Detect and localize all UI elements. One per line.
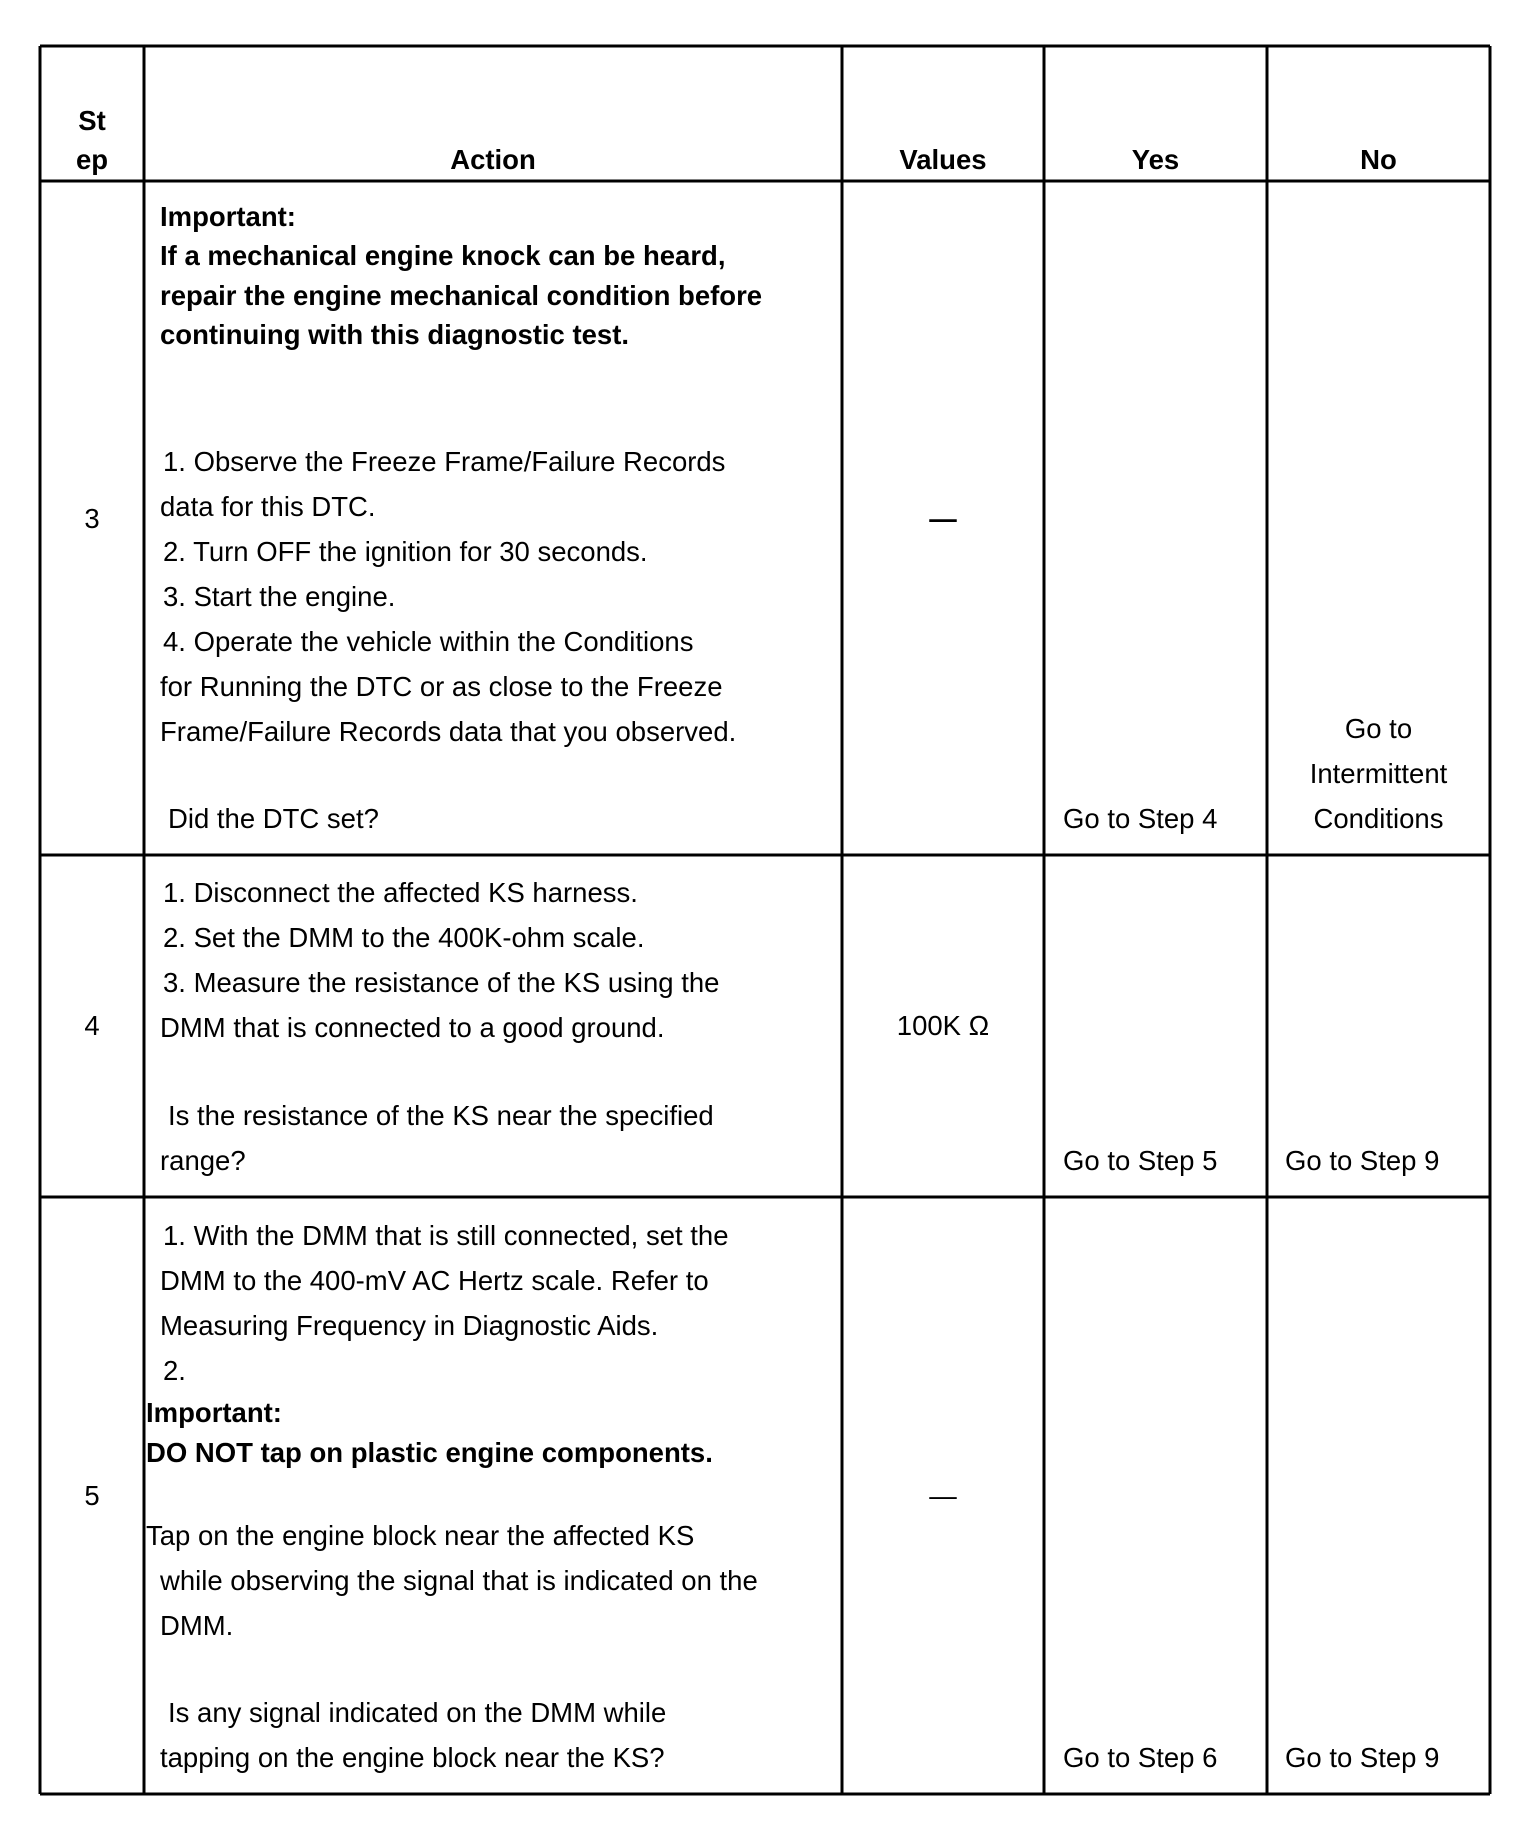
important-text-line: continuing with this diagnostic test. — [160, 319, 630, 350]
action-line: data for this DTC. — [160, 491, 376, 522]
action-line: DMM to the 400-mV AC Hertz scale. Refer to — [160, 1265, 709, 1296]
yes-result: Go to Step 5 — [1063, 1145, 1218, 1176]
header-no: No — [1360, 144, 1397, 175]
value: 100K Ω — [896, 1010, 990, 1041]
value: — — [929, 503, 957, 534]
yes-result: Go to Step 4 — [1063, 803, 1218, 834]
question-line: Is the resistance of the KS near the specified — [168, 1100, 714, 1131]
action-line: Tap on the engine block near the affected KS — [146, 1520, 695, 1551]
no-result-line: Intermittent — [1309, 758, 1448, 789]
header-action: Action — [450, 144, 536, 175]
action-line: 3. Measure the resistance of the KS using the — [163, 967, 720, 998]
action-line: 1. Disconnect the affected KS harness. — [163, 877, 638, 908]
step-number: 5 — [84, 1480, 100, 1511]
question-line: Is any signal indicated on the DMM while — [168, 1697, 667, 1728]
question-line: tapping on the engine block near the KS? — [160, 1742, 665, 1773]
no-result-line: Go to — [1344, 713, 1413, 744]
important-label: Important: — [160, 201, 296, 232]
action-line: while observing the signal that is indicated on the — [160, 1565, 758, 1596]
important-text: DO NOT tap on plastic engine components. — [146, 1437, 713, 1468]
action-line: 3. Start the engine. — [163, 581, 396, 612]
no-result: Go to Step 9 — [1285, 1742, 1440, 1773]
action-line: DMM that is connected to a good ground. — [160, 1012, 665, 1043]
action-line: 1. Observe the Freeze Frame/Failure Records — [163, 446, 726, 477]
important-text-line: repair the engine mechanical condition before — [160, 280, 763, 311]
header-values: Values — [899, 144, 987, 175]
action-line: 1. With the DMM that is still connected, set the — [163, 1220, 729, 1251]
step-number: 3 — [84, 503, 100, 534]
important-text-line: If a mechanical engine knock can be heard, — [160, 240, 726, 271]
step-number: 4 — [84, 1010, 100, 1041]
action-line: for Running the DTC or as close to the Freeze — [160, 671, 723, 702]
no-result-line: Conditions — [1313, 803, 1444, 834]
question-line: range? — [160, 1145, 246, 1176]
yes-result: Go to Step 6 — [1063, 1742, 1218, 1773]
action-line: 2. — [163, 1355, 186, 1386]
question: Did the DTC set? — [168, 803, 379, 834]
action-line: 2. Turn OFF the ignition for 30 seconds. — [163, 536, 648, 567]
important-label: Important: — [146, 1397, 282, 1428]
action-line: 4. Operate the vehicle within the Conditions — [163, 626, 694, 657]
header-yes: Yes — [1131, 144, 1180, 175]
header-step-line2: ep — [75, 144, 109, 175]
value: — — [929, 1480, 957, 1511]
action-line: 2. Set the DMM to the 400K-ohm scale. — [163, 922, 645, 953]
action-line: Measuring Frequency in Diagnostic Aids. — [160, 1310, 659, 1341]
no-result: Go to Step 9 — [1285, 1145, 1440, 1176]
header-step-line1: St — [78, 105, 106, 136]
action-line: DMM. — [160, 1610, 234, 1641]
action-line: Frame/Failure Records data that you observed. — [160, 716, 737, 747]
